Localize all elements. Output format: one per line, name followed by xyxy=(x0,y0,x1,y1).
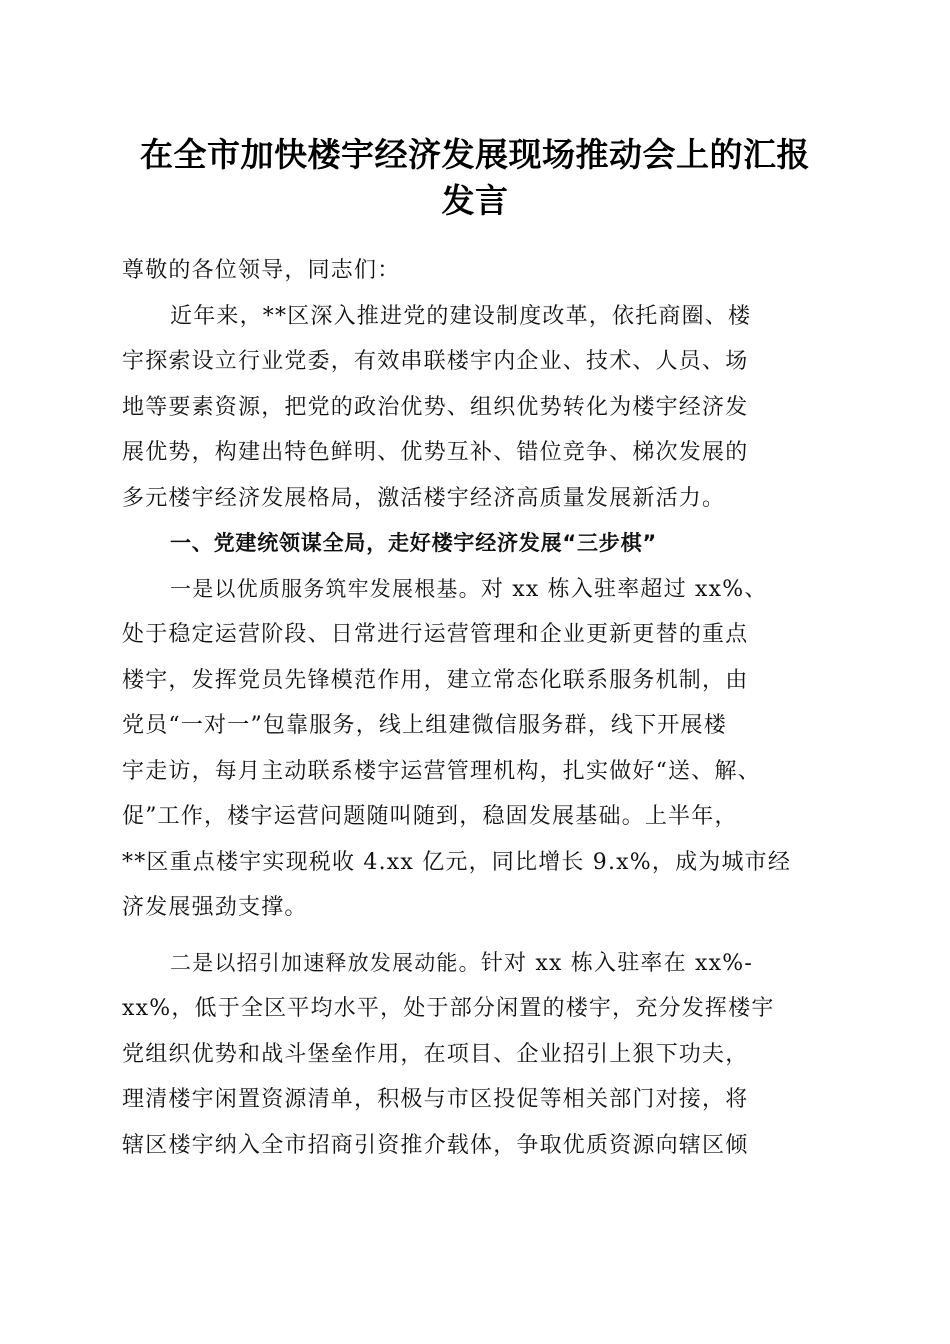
paragraph-1-lead: 一是以优质服务筑牢发展根基。 xyxy=(170,576,481,601)
paragraph-2 xyxy=(122,941,827,1169)
paragraph-2-line: 辖区楼宇纳入全市招商引资推介载体，争取优质资源向辖区倾 xyxy=(122,1132,749,1158)
paragraph-1-line: **区重点楼宇实现税收 4.xx 亿元，同比增长 9.x%，成为城市经 xyxy=(122,849,792,875)
intro-line: 宇探索设立行业党委，有效串联楼宇内企业、技术、人员、场 xyxy=(122,349,749,374)
paragraph-1-line: 促”工作，楼宇运营问题随叫随到，稳固发展基础。上半年， xyxy=(122,804,738,829)
section-heading-1: 一、党建统领谋全局，走好楼宇经济发展“三步棋” xyxy=(170,531,658,555)
paragraph-gap xyxy=(122,931,827,941)
intro-paragraph xyxy=(122,294,827,522)
document-body xyxy=(122,248,827,1168)
paragraph-2-lead: 二是以招引加速释放发展动能。 xyxy=(170,950,481,975)
paragraph-2-line: 党组织优势和战斗堡垒作用，在项目、企业招引上狠下功夫， xyxy=(122,1041,749,1067)
paragraph-1 xyxy=(122,567,827,931)
paragraph-1-line: 楼宇，发挥党员先锋模范作用，建立常态化联系服务机制，由 xyxy=(122,667,749,693)
intro-line: 多元楼宇经济发展格局，激活楼宇经济高质量发展新活力。 xyxy=(122,485,726,511)
paragraph-1-line: 宇走访，每月主动联系楼宇运营管理机构，扎实做好“送、解、 xyxy=(122,758,761,784)
paragraph-2-first-rest: 针对 xx 栋入驻率在 xx%- xyxy=(480,950,753,976)
paragraph-1-first-rest: 对 xx 栋入驻率超过 xx%、 xyxy=(480,576,768,602)
paragraph-2-first-line xyxy=(122,941,827,987)
intro-line: 地等要素资源，把党的政治优势、组织优势转化为楼宇经济发 xyxy=(122,394,749,420)
paragraph-1-line: 党员“一对一”包靠服务，线上组建微信服务群，线下开展楼 xyxy=(122,713,727,738)
paragraph-2-line: xx%，低于全区平均水平，处于部分闲置的楼宇，充分发挥楼宇 xyxy=(122,996,775,1021)
title-line-1: 在全市加快楼宇经济发展现场推动会上的汇报 xyxy=(140,135,810,174)
salutation: 尊敬的各位领导，同志们： xyxy=(122,258,401,283)
title-line-2: 发言 xyxy=(441,181,509,220)
paragraph-1-line: 处于稳定运营阶段、日常进行运营管理和企业更新更替的重点 xyxy=(122,622,749,647)
paragraph-1-line: 济发展强劲支撑。 xyxy=(122,895,308,920)
document-title xyxy=(95,132,855,224)
paragraph-2-line: 理清楼宇闲置资源清单，积极与市区投促等相关部门对接，将 xyxy=(122,1087,749,1112)
intro-line: 近年来，**区深入推进党的建设制度改革，依托商圈、楼 xyxy=(170,303,752,329)
paragraph-1-first-line xyxy=(122,567,827,613)
intro-line: 展优势，构建出特色鲜明、优势互补、错位竞争、梯次发展的 xyxy=(122,440,749,465)
